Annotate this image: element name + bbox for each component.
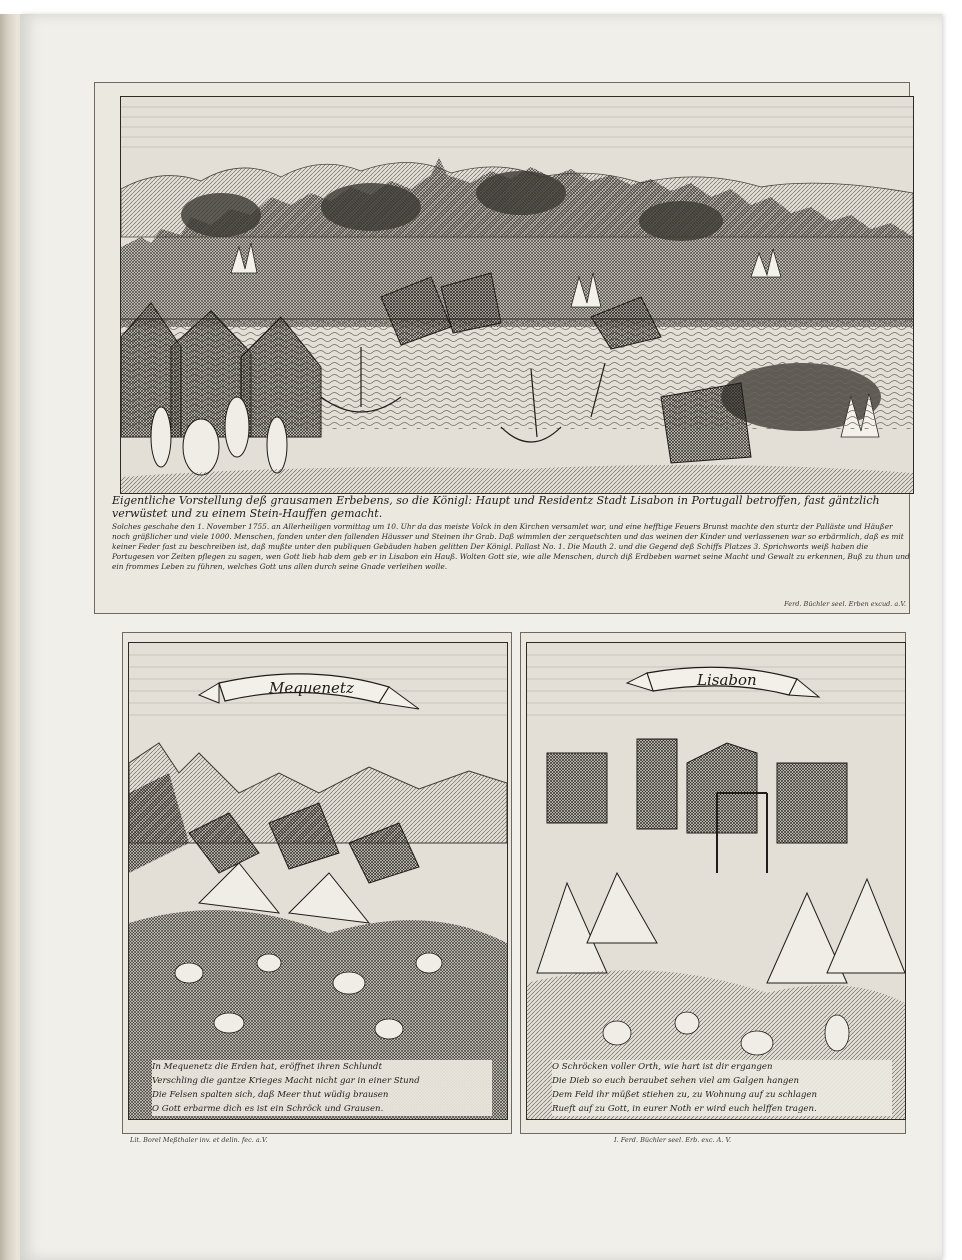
right-plate-imprint: I. Ferd. Büchler seel. Erb. exc. A. V. bbox=[614, 1136, 732, 1144]
verse-line: Die Dieb so euch beraubet sehen viel am Galgen hangen bbox=[552, 1076, 800, 1086]
mequenetz-banner-text: Mequenetz bbox=[269, 679, 354, 697]
lisabon-verse bbox=[552, 1060, 892, 1116]
verse-line: In Mequenetz die Erden hat, eröffnet ihren Schlundt bbox=[152, 1062, 382, 1072]
lisbon-earthquake-engraving bbox=[120, 96, 914, 494]
verse-line: Die Felsen spalten sich, daß Meer thut wüdig brausen bbox=[152, 1090, 389, 1100]
verse-line: O Gott erbarme dich es ist ein Schröck und Grausen. bbox=[152, 1104, 384, 1114]
verse-line: O Schröcken voller Orth, wie hart ist dir ergangen bbox=[552, 1062, 773, 1072]
lisabon-banner-text: Lisabon bbox=[697, 671, 757, 689]
verse-line: Dem Feld ihr müßet stiehen zu, zu Wohnung auf zu schlagen bbox=[552, 1090, 818, 1100]
lisabon-engraving bbox=[526, 642, 906, 1120]
left-plate-imprint: Lit. Borel Meßthaler inv. et delin. fec. a.V. bbox=[130, 1136, 268, 1144]
mequenetz-engraving bbox=[128, 642, 508, 1120]
top-plate-title: Eigentliche Vorstellung deß grausamen Erbebens, so die Königl: Haupt und Residentz Stadt Lisabon in Portugall betroffen, fast gäntzlich verwüstet und zu einem Stein-Hauffen gemacht. bbox=[112, 494, 880, 520]
verse-line: Verschling die gantze Krieges Macht nicht gar in einer Stund bbox=[152, 1076, 420, 1086]
top-plate-description: Solches geschahe den 1. November 1755. an Allerheiligen vormittag um 10. Uhr da das meiste Volck in den Kirchen versamlet war, und eine hefftige Feuers Brunst machte den sturtz der Palläste und Häußer noch gräßlicher und viele 1000. Menschen, fanden unter den fallenden Häusser und Steinen ihr Grab. Daß wimmlen der zerquetschten und das weinen der Kinder und verlassenen war so erbärmlich, daß es mit keiner Feder fast zu beschreiben ist, daß mußte unter den publiquen Gebäuden haben gelitten Der Königl. Pallast No. 1. Die Mauth 2. und die Gegend deß Schiffs Platzes 3. Sprichworts weiß haben die Portugesen vor Zeiten pflegen zu sagen, wen Gott lieb hab dem geb er in Lisabon ein Hauß. Wolten Gott sie, wie alle Menschen, durch diß Erdbeben warnet seine Macht und Gewalt zu erkennen, Buß zu thun und ein frommes Leben zu führen, welches Gott uns allen durch seine Gnade verleihen wolle. bbox=[112, 522, 910, 571]
top-plate-imprint: Ferd. Büchler seel. Erben excud. a.V. bbox=[784, 600, 906, 608]
mequenetz-verse bbox=[152, 1060, 492, 1116]
verse-line: Rueft auf zu Gott, in eurer Noth er wird euch helffen tragen. bbox=[552, 1104, 817, 1114]
